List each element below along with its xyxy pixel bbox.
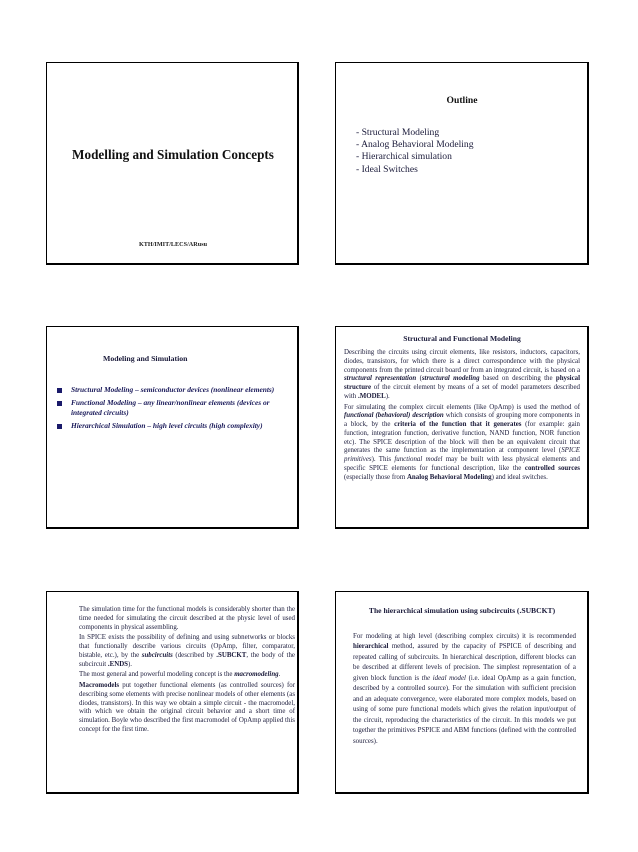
slide-footer: KTH/IMIT/LECS/ARusu [138,241,208,248]
outline-item: - Ideal Switches [356,163,418,175]
slide-modeling-simulation [46,326,299,529]
modeling-list-item [57,385,287,396]
outline-item: - Analog Behavioral Modeling [356,139,474,151]
structural-functional-body [344,349,580,482]
paragraph: Describing the circuits using circuit elements, like resistors, inductors, capacitors, diodes, transistors, for which there is a direct correspondence with the physical components from the printed circuit board or from an integrated circuit, is based on a structural representation (structural modeling based on describing the physical structure of the circuit element by means of a set of model parameters described with .MODEL). [344,349,580,400]
outline-heading: Outline [446,95,478,106]
outline-item: - Hierarchical simulation [356,151,452,163]
paragraph: The simulation time for the functional models is considerably shorter than the time needed for simulating the circuit described at the physic level of used components in physical assembling. [79,606,295,631]
slide-structural-functional [335,326,589,529]
slide-title-heading: Modelling and Simulation Concepts [72,147,274,162]
simulation-time-body [79,606,295,735]
structural-functional-heading: Structural and Functional Modeling [403,334,521,343]
square-bullet-icon [57,424,62,429]
modeling-list-item [57,398,287,419]
hierarchical-heading: The hierarchical simulation using subcircuits (.SUBCKT) [368,606,556,615]
slide-hierarchical-simulation [335,591,589,794]
paragraph: The most general and powerful modeling concept is the macromodeling. [79,671,281,679]
paragraph: Macromodels put together functional elements (as controlled sources) for describing some elements with precise nonlinear models of other elements (as diodes, transistors). In this way we obtain a simple circuit - the macromodel, with which we obtain the original circuit behavior and a short time of simulation. Boyle who described the first macromodel of OpAmp applied this concept for the first time. [79,682,295,733]
outline-list [356,127,474,176]
paragraph: For simulating the complex circuit elements (like OpAmp) is used the method of functional (behavioral) description which consists of grouping more components in a block, by the criteria of the function that it generates (for example: gain function, integration function, derivative function, NAND function, NOR function etc). The SPICE description of the block will then be an equivalent circuit that generates the same function as the implementation at component level (SPICE primitives). This functional model may be built with less physical elements and specific SPICE elements for functional description, like the controlled sources (especially those from Analog Behavioral Modeling) and ideal switches. [344,403,580,481]
hierarchical-body [353,632,576,747]
modeling-item-text: Hierarchical Simulation – high level circuits (high complexity) [71,420,263,430]
modeling-item-text: Functional Modeling – any linear/nonlinear elements (devices or integrated circuits) [71,397,270,418]
slide-simulation-time [46,591,299,794]
paragraph: For modeling at high level (describing complex circuits) it is recommended hierarchical method, assured by the capacity of PSPICE of describing and repeated calling of subcircuits. In hierarchical description, different blocks can be described at different levels of precision. The simplest representation of a given block function is the ideal model (i.e. ideal OpAmp as a gain function, described by a controlled source). For the simulation with sufficient precision and an adequate convergence, were elaborated more complex models, based on using of some pure functional models which gives the relation input/output of the circuit, reproducing the characteristics of the circuit. In this models we put together the primitives PSPICE and ABM functions (defined with the controlled sources). [353,633,577,745]
outline-item: - Structural Modeling [356,127,440,138]
square-bullet-icon [57,388,62,393]
modeling-heading: Modeling and Simulation [103,354,188,363]
slide-outline [335,62,589,265]
paragraph: In SPICE exists the possibility of defining and using subnetworks or blocks that functionally describe various circuits (OpAmp, filter, comparator, bistable, etc.), by the subcircuits (described by .SUBCKT, the body of the subcircuit .ENDS). [79,634,295,668]
modeling-item-text: Structural Modeling – semiconductor devices (nonlinear elements) [71,385,275,394]
square-bullet-icon [57,401,62,406]
modeling-list [57,385,287,433]
modeling-list-item [57,421,287,432]
slide-title [46,62,299,265]
